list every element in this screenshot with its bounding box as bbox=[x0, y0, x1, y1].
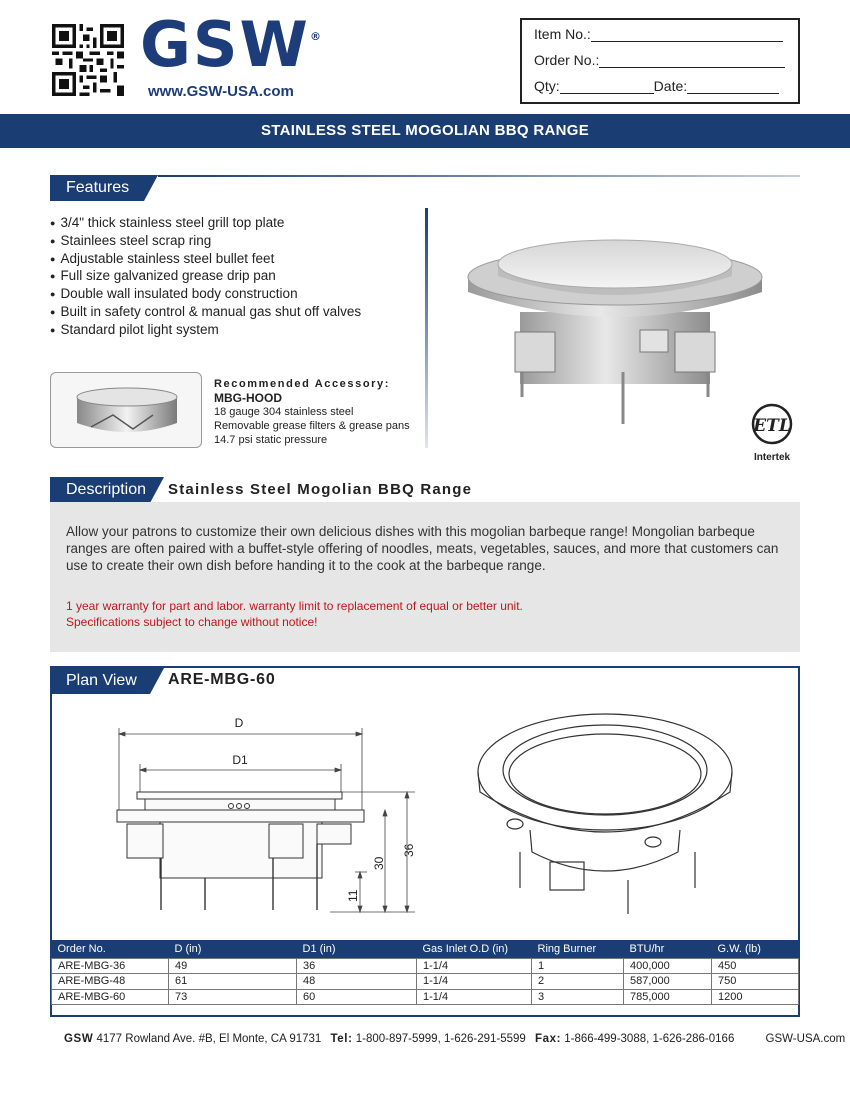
table-cell: ARE-MBG-48 bbox=[52, 974, 169, 990]
table-cell: 1-1/4 bbox=[417, 974, 532, 990]
feature-item: ● Adjustable stainless steel bullet feet bbox=[50, 251, 361, 269]
feature-item: ● Double wall insulated body construction bbox=[50, 286, 361, 304]
table-cell: 36 bbox=[297, 958, 417, 974]
table-cell: 1-1/4 bbox=[417, 989, 532, 1005]
qr-code-image bbox=[52, 22, 124, 98]
column-header: BTU/hr bbox=[624, 940, 712, 958]
table-cell: 785,000 bbox=[624, 989, 712, 1005]
svg-text:ETL: ETL bbox=[753, 416, 791, 436]
column-header: D1 (in) bbox=[297, 940, 417, 958]
hood-image bbox=[73, 385, 181, 437]
qty-date-field[interactable]: Qty: Date: bbox=[534, 78, 779, 94]
title-banner: STAINLESS STEEL MOGOLIAN BBQ RANGE bbox=[0, 114, 850, 148]
table-row bbox=[52, 989, 799, 1005]
table-cell: 2 bbox=[532, 974, 624, 990]
features-list bbox=[50, 215, 361, 340]
feature-item: ● Full size galvanized grease drip pan bbox=[50, 268, 361, 286]
table-cell: 61 bbox=[169, 974, 297, 990]
vertical-divider bbox=[425, 208, 428, 448]
isometric-drawing bbox=[470, 712, 740, 918]
column-header: G.W. (lb) bbox=[712, 940, 799, 958]
svg-text:Intertek: Intertek bbox=[753, 452, 791, 462]
svg-text:D1: D1 bbox=[232, 753, 248, 767]
features-heading: Features bbox=[50, 175, 144, 201]
footer-address: 4177 Rowland Ave. #B, El Monte, CA 91731 bbox=[96, 1033, 322, 1045]
recommended-accessory: Recommended Accessory: MBG-HOOD 18 gauge 304 stainless steel Removable grease filters & grease pans 14.7 psi static pressure bbox=[214, 378, 410, 446]
product-photo bbox=[460, 232, 770, 424]
spec-table bbox=[51, 940, 799, 1005]
feature-item: ● 3/4" thick stainless steel grill top plate bbox=[50, 215, 361, 233]
table-cell: 73 bbox=[169, 989, 297, 1005]
svg-text:30: 30 bbox=[372, 856, 386, 870]
footer-phone: 1-800-897-5999, 1-626-291-5599 bbox=[355, 1033, 526, 1045]
website-url: www.GSW-USA.com bbox=[148, 83, 294, 100]
item-number-field[interactable]: Item No.: bbox=[534, 26, 783, 42]
table-cell: 1-1/4 bbox=[417, 958, 532, 974]
footer-contact: GSW 4177 Rowland Ave. #B, El Monte, CA 91731 Tel: 1-800-897-5999, 1-626-291-5599 Fax: 1-866-499-3088, 1-626-286-0166 GSW-USA.com bbox=[64, 1033, 846, 1045]
plan-view-header bbox=[50, 668, 150, 694]
table-row bbox=[52, 958, 799, 974]
table-cell: 1 bbox=[532, 958, 624, 974]
accessory-photo-frame bbox=[50, 372, 202, 448]
feature-item: ● Built in safety control & manual gas shut off valves bbox=[50, 304, 361, 322]
plan-view-model: ARE-MBG-60 bbox=[168, 671, 276, 688]
etl-certification-mark bbox=[748, 402, 796, 462]
gsw-logo: GSW® bbox=[140, 8, 323, 81]
plan-view-heading: Plan View bbox=[50, 668, 150, 694]
description-body: Allow your patrons to customize their own delicious dishes with this mogolian barbeque range! Mongolian barbeque ranges are often paired with a buffet-style offering of noodles, meats, vegetables, sauces, and more that customers can use to create their own dish before handing it to the cook at the barbeque range. bbox=[66, 524, 779, 573]
table-cell: ARE-MBG-60 bbox=[52, 989, 169, 1005]
footer-website: GSW-USA.com bbox=[765, 1033, 846, 1045]
table-header-row bbox=[52, 940, 799, 958]
table-cell: 1200 bbox=[712, 989, 799, 1005]
features-header bbox=[50, 175, 800, 201]
table-cell: 3 bbox=[532, 989, 624, 1005]
table-cell: 450 bbox=[712, 958, 799, 974]
description-title: Stainless Steel Mogolian BBQ Range bbox=[168, 481, 473, 498]
column-header: D (in) bbox=[169, 940, 297, 958]
column-header: Ring Burner bbox=[532, 940, 624, 958]
side-elevation-drawing bbox=[105, 712, 425, 918]
table-cell: 49 bbox=[169, 958, 297, 974]
description-heading: Description bbox=[50, 477, 150, 503]
column-header: Order No. bbox=[52, 940, 169, 958]
svg-text:36: 36 bbox=[402, 843, 416, 857]
table-cell: 587,000 bbox=[624, 974, 712, 990]
table-cell: 400,000 bbox=[624, 958, 712, 974]
order-number-field[interactable]: Order No.: bbox=[534, 52, 785, 68]
svg-text:11: 11 bbox=[346, 889, 360, 902]
feature-item: ● Stainlees steel scrap ring bbox=[50, 233, 361, 251]
svg-text:D: D bbox=[234, 716, 244, 730]
table-cell: 750 bbox=[712, 974, 799, 990]
table-cell: 48 bbox=[297, 974, 417, 990]
warranty-notice: 1 year warranty for part and labor. warranty limit to replacement of equal or better unit. Specifications subject to change without notice! bbox=[66, 599, 523, 629]
column-header: Gas Inlet O.D (in) bbox=[417, 940, 532, 958]
feature-item: ● Standard pilot light system bbox=[50, 322, 361, 340]
table-cell: ARE-MBG-36 bbox=[52, 958, 169, 974]
footer-fax: 1-866-499-3088, 1-626-286-0166 bbox=[564, 1033, 735, 1045]
table-cell: 60 bbox=[297, 989, 417, 1005]
order-form bbox=[520, 18, 800, 104]
table-row bbox=[52, 974, 799, 990]
